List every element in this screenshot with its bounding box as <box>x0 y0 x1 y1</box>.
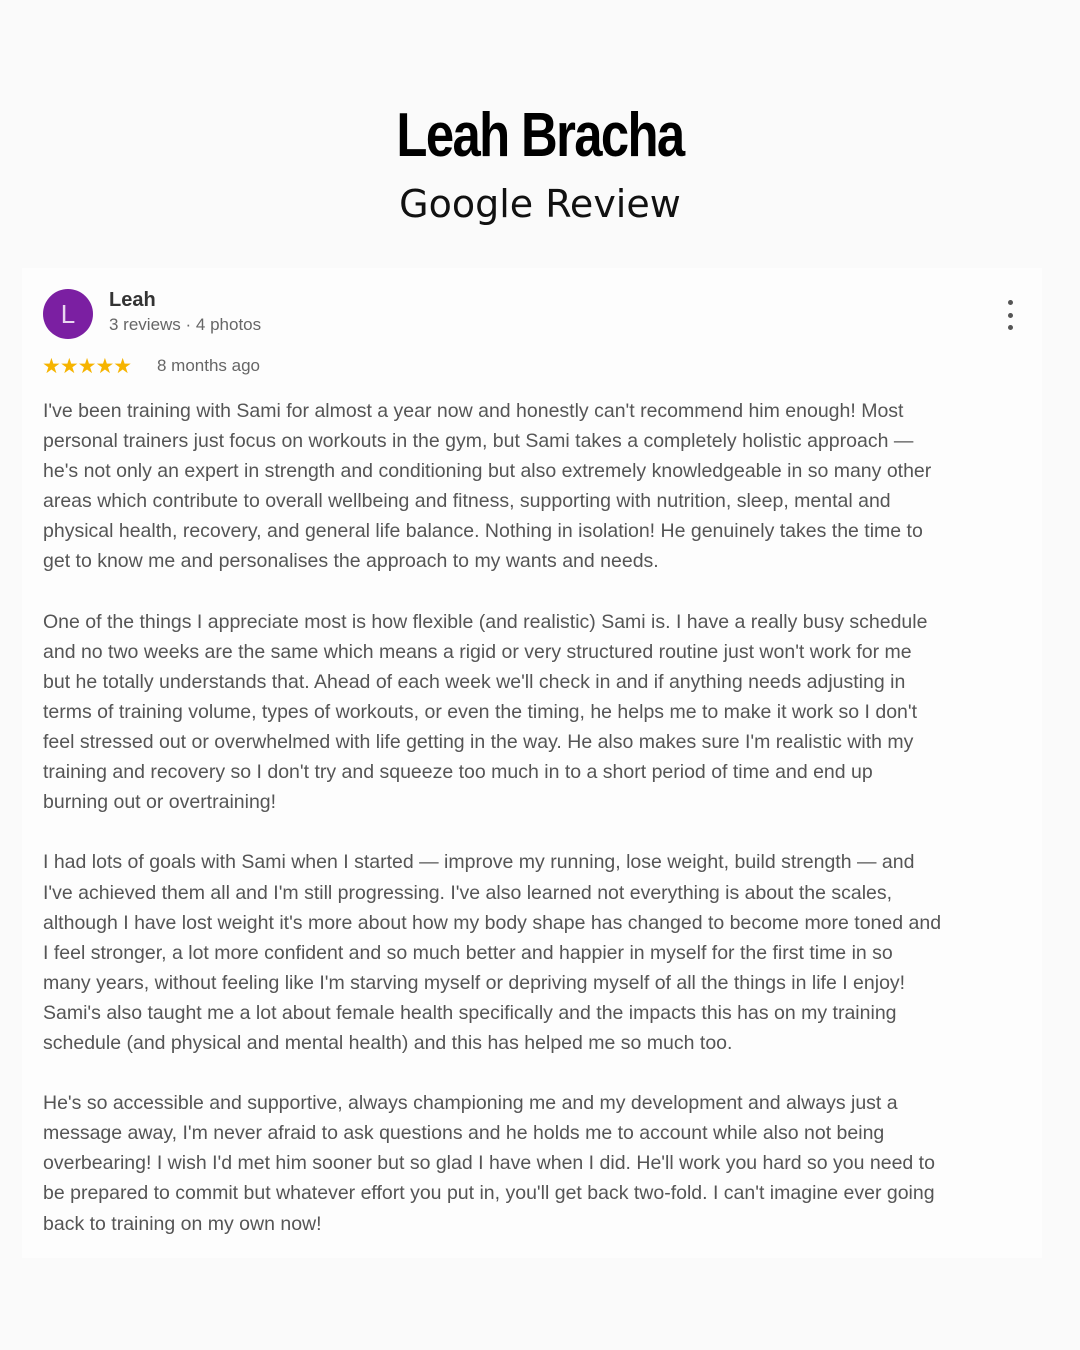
review-paragraph <box>43 1088 1043 1238</box>
review-line: feel stressed out or overwhelmed with life getting in the way. He also makes sure I'm realistic with my <box>43 731 914 754</box>
review-line: back to training on my own now! <box>43 1212 322 1235</box>
review-line: and no two weeks are the same which means a rigid or very structured routine just won't work for me <box>43 640 912 663</box>
review-line: he's not only an expert in strength and conditioning but also extremely knowledgeable in so many other <box>43 460 932 483</box>
review-line: I've achieved them all and I'm still progressing. I've also learned not everything is about the scales, <box>43 881 893 904</box>
review-line: get to know me and personalises the approach to my wants and needs. <box>43 550 659 573</box>
review-paragraph <box>43 607 1043 818</box>
review-line: I feel stronger, a lot more confident and so much better and happier in myself for the first time in so <box>43 941 893 964</box>
review-line: I've been training with Sami for almost a year now and honestly can't recommend him enough! Most <box>43 400 904 422</box>
review-line: but he totally understands that. Ahead of each week we'll check in and if anything needs adjusting in <box>43 670 906 693</box>
review-paragraph <box>43 847 1043 1058</box>
review-line: be prepared to commit but whatever effort you put in, you'll get back two-fold. I can't imagine ever going <box>43 1182 935 1205</box>
review-line: training and recovery so I don't try and squeeze too much in to a short period of time and end up <box>43 761 873 784</box>
avatar-letter: L <box>60 298 76 329</box>
review-time: 8 months ago <box>157 356 261 375</box>
review-line: schedule (and physical and mental health) and this has helped me so much too. <box>43 1031 733 1054</box>
review-line: terms of training volume, types of workouts, or even the timing, he helps me to make it work so I don't <box>43 700 918 723</box>
review-line: One of the things I appreciate most is how flexible (and realistic) Sami is. I have a really busy schedule <box>43 610 928 633</box>
review-line: I had lots of goals with Sami when I started — improve my running, lose weight, build strength — and <box>43 851 915 874</box>
review-line: burning out or overtraining! <box>43 791 277 814</box>
reviewer-meta: 3 reviews · 4 photos <box>109 315 262 334</box>
review-paragraph <box>43 396 1043 577</box>
review-line: Sami's also taught me a lot about female health specifically and the impacts this has on my training <box>43 1001 897 1024</box>
more-options-icon[interactable] <box>1000 300 1020 330</box>
review-line: message away, I'm never afraid to ask questions and he holds me to account while also not being <box>43 1122 885 1145</box>
review-line: personal trainers just focus on workouts in the gym, but Sami takes a completely holistic approach — <box>43 430 914 453</box>
review-line: areas which contribute to overall wellbeing and fitness, supporting with nutrition, sleep, mental and <box>43 490 891 513</box>
page-title: Leah Bracha <box>396 101 684 170</box>
avatar[interactable] <box>43 289 93 339</box>
review-line: physical health, recovery, and general life balance. Nothing in isolation! He genuinely takes the time to <box>43 520 923 543</box>
page-subtitle: Google Review <box>399 182 681 226</box>
review-text <box>43 396 1043 1269</box>
review-line: He's so accessible and supportive, always championing me and my development and always just a <box>43 1092 898 1115</box>
review-line: many years, without feeling like I'm starving myself or depriving myself of all the things in life I enjoy! <box>43 971 906 994</box>
review-line: overbearing! I wish I'd met him sooner but so glad I have when I did. He'll work you hard so you need to <box>43 1152 935 1175</box>
reviewer-name[interactable]: Leah <box>109 289 156 311</box>
review-line: although I have lost weight it's more about how my body shape has changed to become more toned and <box>43 911 942 934</box>
star-rating: ★★★★★ <box>42 355 132 378</box>
